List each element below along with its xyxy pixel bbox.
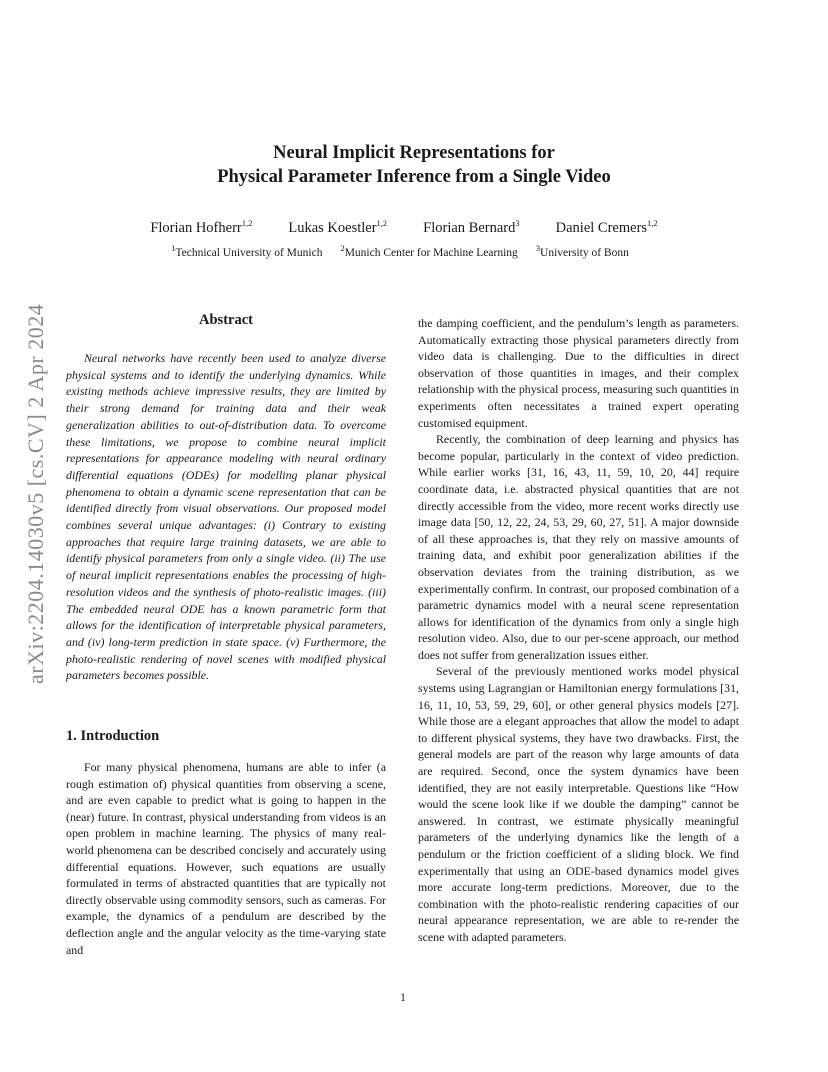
paper-title (0, 141, 828, 189)
affiliation: $^1$Technical University of Munich (171, 243, 323, 259)
abstract-heading: Abstract (199, 312, 253, 328)
title-line-2: Physical Parameter Inference from a Single Video (217, 167, 611, 187)
right-column (418, 315, 739, 946)
left-column (66, 312, 386, 958)
title-line-1: Neural Implicit Representations for (273, 143, 555, 163)
author: Lukas Koestler$^{1,2}$ (288, 218, 388, 236)
abstract-text: Neural networks have recently been used to analyze diverse physical systems and to identify the underlying dynamics. While existing methods achieve impressive results, they are limited by their strong demand for training data and their weak generalization abilities to out-of-distribution data. To overcome these limitations, we propose to combine neural implicit representations for appearance modeling with neural ordinary differential equations (ODEs) for modelling planar physical phenomena to obtain a dynamic scene representation that can be identified directly from visual observations. Our proposed model combines several unique advantages: (i) Contrary to existing approaches that require large training datasets, we are able to identify physical parameters from only a single video. (ii) The use of neural implicit representations enables the processing of high-resolution videos and the synthesis of photo-realistic images. (iii) The embedded neural ODE has a known parametric form that allows for the identification of interpretable physical parameters, and (iv) long-term prediction in state space. (v) Furthermore, the photo-realistic rendering of novel scenes with modified physical parameters becomes possible. (66, 351, 386, 683)
page-number: 1 (400, 990, 406, 1004)
affiliation: $^3$University of Bonn (535, 243, 629, 259)
affiliation: $^2$Munich Center for Machine Learning (340, 243, 518, 259)
introduction-heading: 1. Introduction (66, 728, 160, 745)
author: Florian Bernard$^3$ (423, 218, 520, 236)
author: Daniel Cremers$^{1,2}$ (555, 218, 658, 236)
author: Florian Hofherr$^{1,2}$ (150, 218, 253, 236)
author-list (0, 218, 808, 237)
introduction-paragraph: For many physical phenomena, humans are able to infer (a rough estimation of) physical quantities from observing a scene, and are even capable to predict what is going to happen in the (near) future. In contrast, physical understanding from videos is an open problem in machine learning. The physics of many real-world phenomena can be described concisely and accurately using differential equations. However, such equations are usually formulated in terms of abstracted quantities that are typically not directly observable using commodity sensors, such as cameras. For example, the dynamics of a pendulum are described by the deflection angle and the angular velocity as the time-varying state and (66, 760, 386, 957)
body-paragraph: Recently, the combination of deep learning and physics has become popular, particularly in the context of video prediction. While earlier works [31, 16, 43, 11, 59, 10, 20, 44] require coordinate data, i.e. abstracted physical quantities that are not directly accessible from the video, more recent works directly use image data [50, 12, 22, 24, 53, 29, 60, 27, 51]. A major downside of all these approaches is, that they rely on massive amounts of training data, and exhibit poor generalization abilities if the observation deviates from the training distribution, as we experimentally confirm. In contrast, our proposed combination of a parametric dynamics model with a neural scene representation allows for identification of the dynamics from only a single high resolution video. Also, due to our per-scene approach, our method does not suffer from generalization issues either. (418, 432, 739, 662)
body-paragraph: Several of the previously mentioned works model physical systems using Lagrangian or Hamiltonian energy formulations [31, 16, 11, 10, 53, 59, 29, 60], or other general physics models [27]. While those are a elegant approaches that allow the model to adapt to different physical systems, they have two drawbacks. First, the general models are part of the reason why large amounts of data are required. Second, once the system dynamics have been identified, they are not easily interpretable. Questions like “How would the scene look like if we double the damping” cannot be answered. In contrast, we estimate physically meaningful parameters of the underlying dynamics like the length of a pendulum or the friction coefficient of a sliding block. We find experimentally that using an ODE-based dynamics model gives more accurate long-term predictions. Moreover, due to the combination with the photo-realistic rendering capacities of our neural appearance representation, we are able to re-render the scene with adapted parameters. (418, 664, 739, 944)
arxiv-identifier: arXiv:2204.14030v5 [cs.CV] 2 Apr 2024 (23, 303, 48, 685)
affiliation-list (0, 243, 800, 259)
body-paragraph: the damping coefficient, and the pendulum’s length as parameters. Automatically extracting those physical parameters directly from video data is challenging. Due to the difficulties in direct observation of those quantities in images, and their complex relationship with the physical process, measuring such quantities in experiments often necessitates a trained expert operating customised equipment. (418, 316, 739, 430)
